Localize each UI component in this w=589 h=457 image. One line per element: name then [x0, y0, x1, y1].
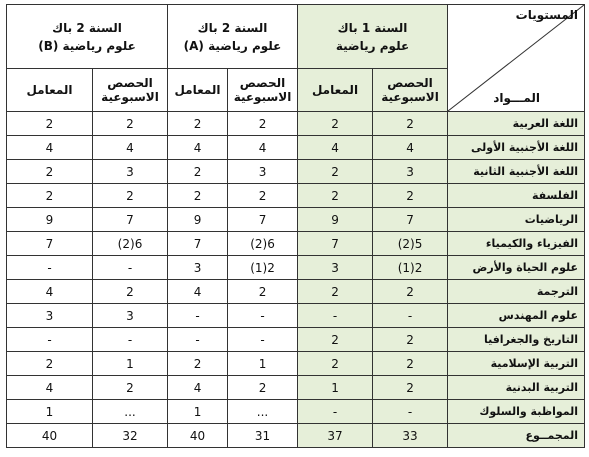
value-cell: 1 [228, 352, 298, 376]
value-cell: 2 [7, 112, 93, 136]
value-cell: 32 [93, 424, 168, 448]
table-row [7, 400, 585, 424]
value-cell: - [228, 304, 298, 328]
value-cell: - [373, 400, 448, 424]
value-cell: 3 [93, 304, 168, 328]
col-hours-2: الحصص الاسبوعية [228, 69, 298, 112]
table-row [7, 328, 585, 352]
value-cell: 4 [93, 136, 168, 160]
value-cell: 7 [7, 232, 93, 256]
value-cell: - [168, 328, 228, 352]
group-1-line1: السنة 1 باك [337, 20, 408, 35]
table-row [7, 256, 585, 280]
value-cell: 2 [228, 280, 298, 304]
value-cell: 3 [168, 256, 228, 280]
group-2-line2: علوم رياضية (A) [183, 38, 282, 53]
value-cell: - [298, 304, 373, 328]
subject-cell: المجمــوع [448, 424, 585, 448]
subject-cell: الفلسفة [448, 184, 585, 208]
subject-cell: التربية البدنية [448, 376, 585, 400]
table-row [7, 424, 585, 448]
group-header-2bac-a [168, 5, 298, 69]
value-cell: 4 [373, 136, 448, 160]
value-cell: 3 [93, 160, 168, 184]
value-cell: 2 [298, 352, 373, 376]
value-cell: 2 [93, 376, 168, 400]
value-cell: 4 [168, 376, 228, 400]
group-1-line2: علوم رياضية [335, 38, 410, 53]
table-row [7, 376, 585, 400]
value-cell: 7 [298, 232, 373, 256]
table-row [7, 112, 585, 136]
value-cell: 4 [228, 136, 298, 160]
value-cell: 2 [298, 112, 373, 136]
value-cell: 2 [373, 112, 448, 136]
value-cell: 2 [373, 352, 448, 376]
value-cell: 2 [298, 328, 373, 352]
table-row [7, 160, 585, 184]
subject-cell: اللغة العربية [448, 112, 585, 136]
value-cell: 1 [7, 400, 93, 424]
value-cell: 2 [228, 376, 298, 400]
col-hours-3: الحصص الاسبوعية [93, 69, 168, 112]
table-body [7, 112, 585, 448]
value-cell: 7 [228, 208, 298, 232]
value-cell: 31 [228, 424, 298, 448]
col-coef-3: المعامل [7, 69, 93, 112]
value-cell: 6(2) [228, 232, 298, 256]
levels-label: المستويات [515, 8, 579, 22]
value-cell: 3 [298, 256, 373, 280]
table-row [7, 136, 585, 160]
subject-cell: اللغة الأجنبية الأولى [448, 136, 585, 160]
value-cell: 2 [228, 184, 298, 208]
value-cell: 2 [7, 160, 93, 184]
table-row [7, 232, 585, 256]
value-cell: - [7, 256, 93, 280]
value-cell: 9 [298, 208, 373, 232]
value-cell: 2(1) [228, 256, 298, 280]
value-cell: 33 [373, 424, 448, 448]
subject-cell: علوم المهندس [448, 304, 585, 328]
table-row [7, 352, 585, 376]
subject-cell: المواظبة والسلوك [448, 400, 585, 424]
subject-cell: التربية الإسلامية [448, 352, 585, 376]
value-cell: - [7, 328, 93, 352]
value-cell: 2 [93, 112, 168, 136]
table-row [7, 184, 585, 208]
col-hours-1: الحصص الاسبوعية [373, 69, 448, 112]
col-coef-1: المعامل [298, 69, 373, 112]
value-cell: 2 [168, 112, 228, 136]
value-cell: - [168, 304, 228, 328]
group-header-1bac [298, 5, 448, 69]
value-cell: 4 [168, 280, 228, 304]
value-cell: 2 [168, 352, 228, 376]
curriculum-table [6, 4, 585, 448]
value-cell: 2 [168, 184, 228, 208]
value-cell: - [373, 304, 448, 328]
value-cell: - [228, 328, 298, 352]
value-cell: ... [93, 400, 168, 424]
table-row [7, 304, 585, 328]
value-cell: 5(2) [373, 232, 448, 256]
subject-cell: الرياضيات [448, 208, 585, 232]
value-cell: 2 [373, 280, 448, 304]
value-cell: 3 [7, 304, 93, 328]
value-cell: 3 [228, 160, 298, 184]
value-cell: 7 [93, 208, 168, 232]
group-2-line1: السنة 2 باك [197, 20, 268, 35]
value-cell: 4 [7, 136, 93, 160]
group-3-line1: السنة 2 باك [52, 20, 122, 35]
value-cell: 2 [228, 112, 298, 136]
value-cell: ... [228, 400, 298, 424]
value-cell: 2 [93, 280, 168, 304]
value-cell: 40 [7, 424, 93, 448]
value-cell: 7 [373, 208, 448, 232]
subject-cell: علوم الحياة والأرض [448, 256, 585, 280]
value-cell: 2 [298, 280, 373, 304]
subject-cell: اللغة الأجنبية الثانية [448, 160, 585, 184]
value-cell: 2 [298, 184, 373, 208]
value-cell: 6(2) [93, 232, 168, 256]
value-cell: 7 [168, 232, 228, 256]
value-cell: - [93, 328, 168, 352]
value-cell: 2 [373, 376, 448, 400]
value-cell: 4 [7, 280, 93, 304]
group-header-2bac-b [7, 5, 168, 69]
value-cell: 2 [168, 160, 228, 184]
subject-cell: الترجمة [448, 280, 585, 304]
value-cell: 2 [93, 184, 168, 208]
table-row [7, 208, 585, 232]
value-cell: 2 [7, 352, 93, 376]
value-cell: 1 [298, 376, 373, 400]
value-cell: 37 [298, 424, 373, 448]
subject-cell: الفيزياء والكيمياء [448, 232, 585, 256]
value-cell: 1 [93, 352, 168, 376]
value-cell: 2 [7, 184, 93, 208]
value-cell: 4 [168, 136, 228, 160]
table-row [7, 280, 585, 304]
value-cell: - [298, 400, 373, 424]
value-cell: 4 [298, 136, 373, 160]
value-cell: - [93, 256, 168, 280]
header-corner [448, 5, 585, 112]
subjects-label: المـــواد [493, 91, 541, 105]
value-cell: 2 [373, 184, 448, 208]
value-cell: 2 [298, 160, 373, 184]
group-3-line2: علوم رياضية (B) [38, 38, 136, 53]
subject-cell: التاريخ والجغرافيا [448, 328, 585, 352]
value-cell: 1 [168, 400, 228, 424]
col-coef-2: المعامل [168, 69, 228, 112]
value-cell: 4 [7, 376, 93, 400]
value-cell: 2(1) [373, 256, 448, 280]
value-cell: 3 [373, 160, 448, 184]
value-cell: 40 [168, 424, 228, 448]
value-cell: 9 [168, 208, 228, 232]
value-cell: 2 [373, 328, 448, 352]
value-cell: 9 [7, 208, 93, 232]
